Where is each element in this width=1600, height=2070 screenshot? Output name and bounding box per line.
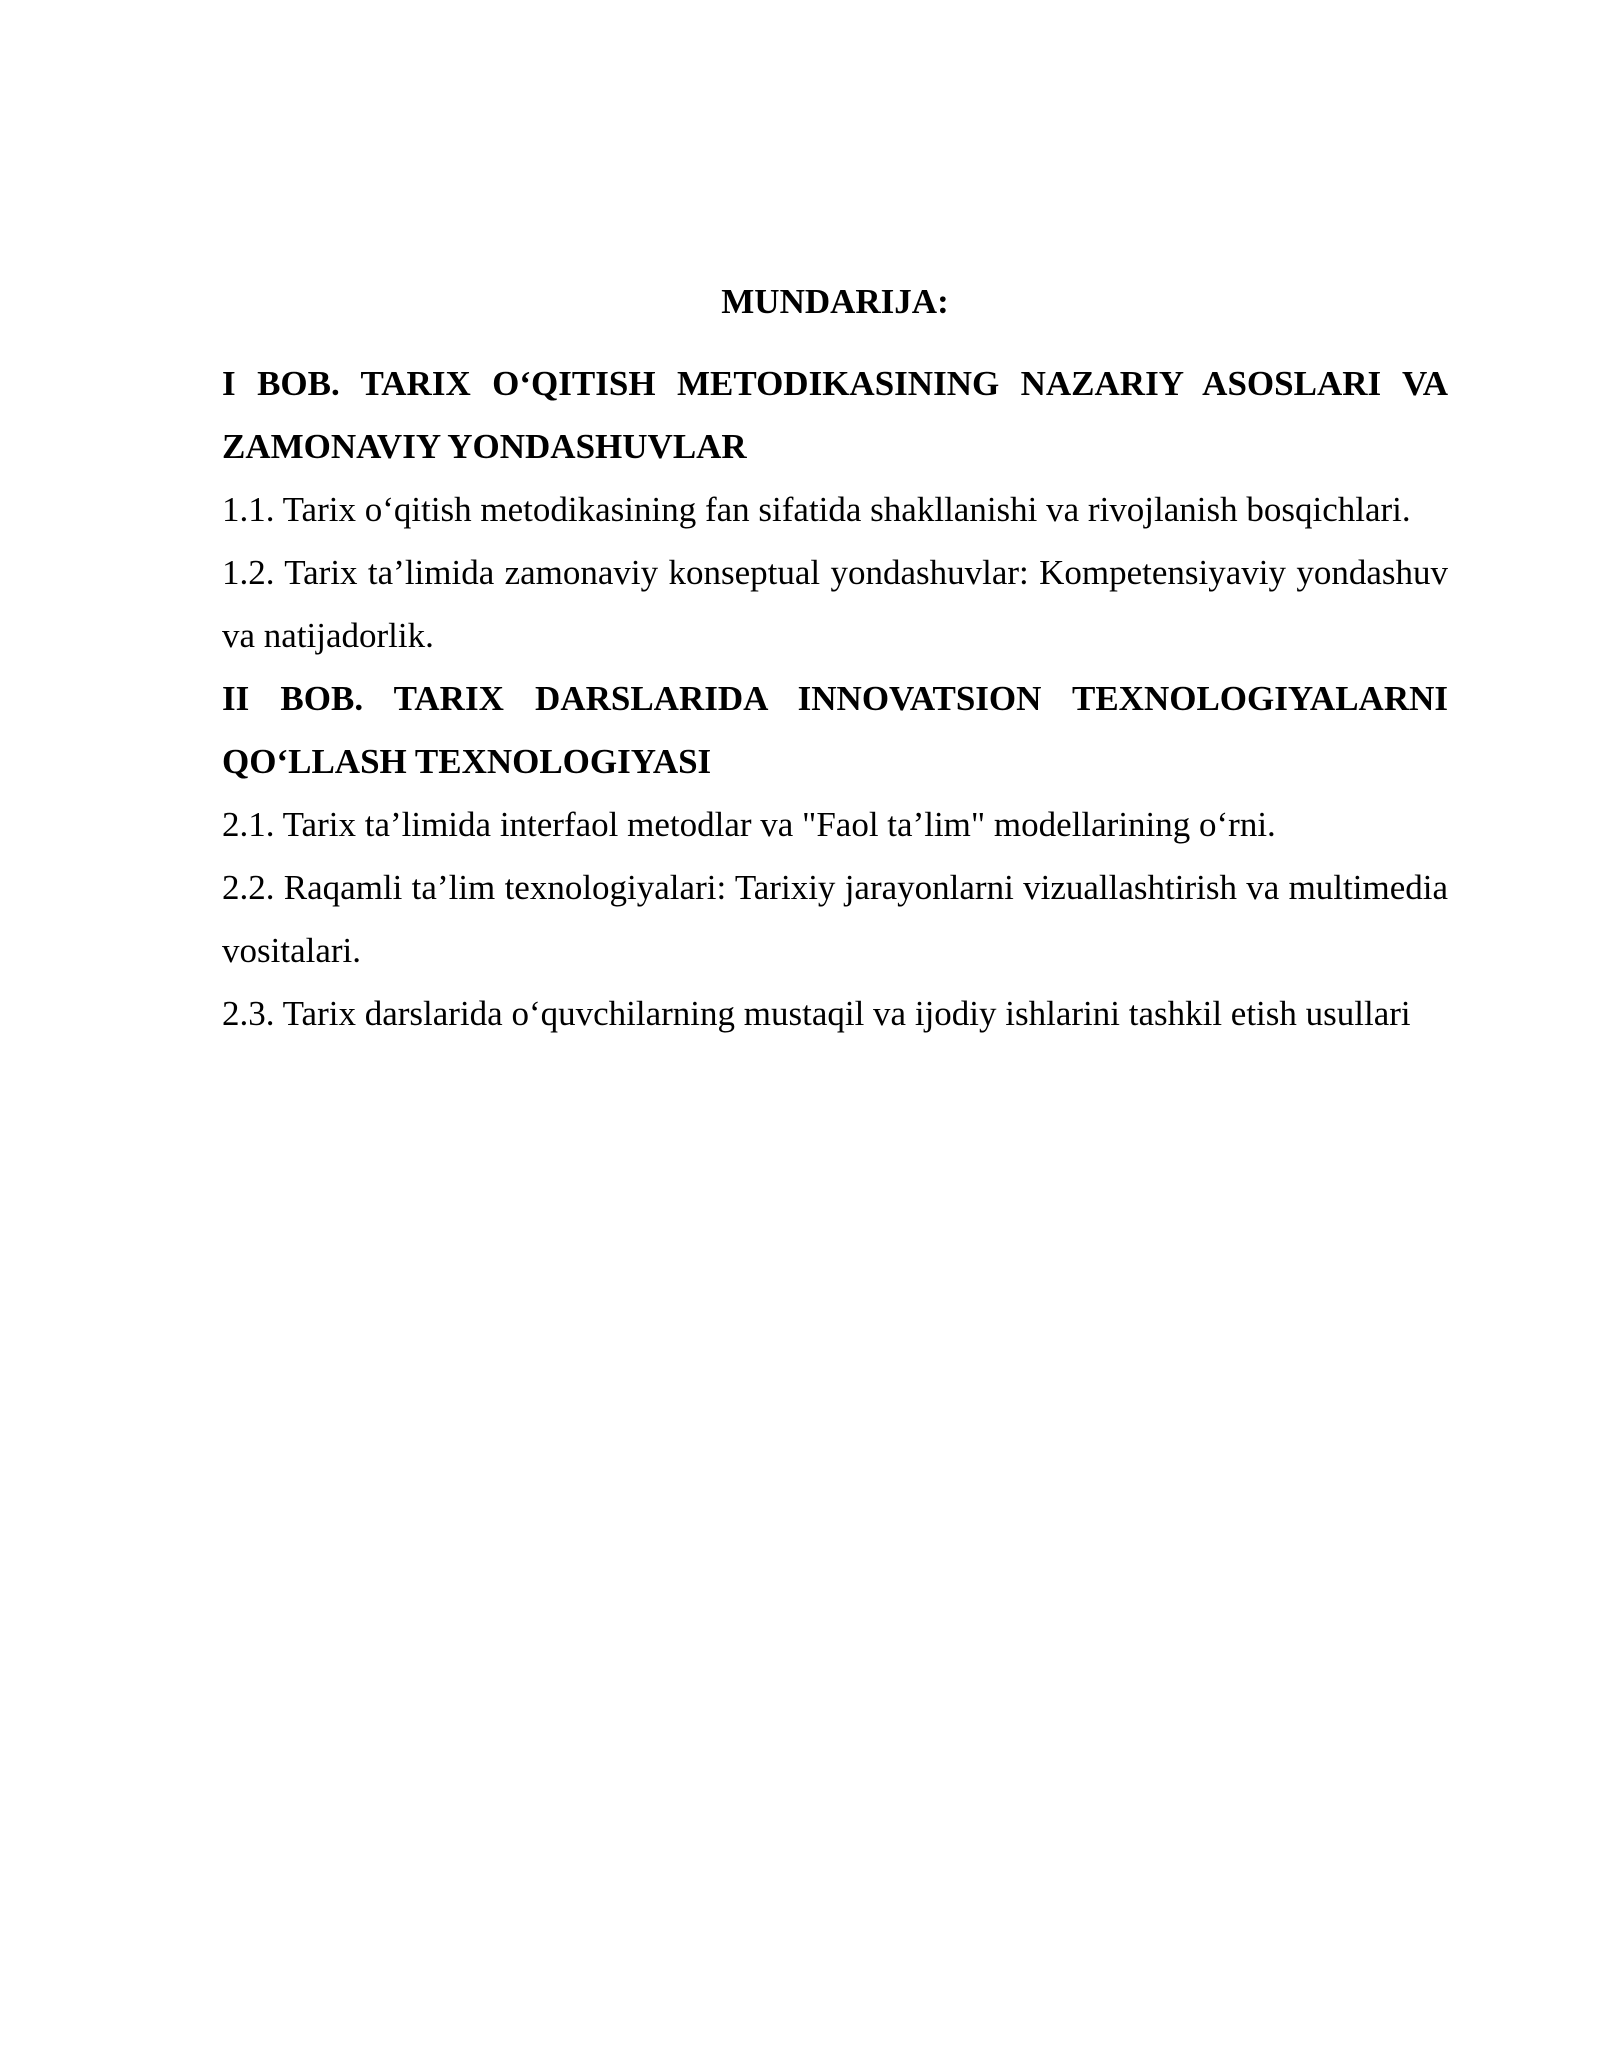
toc-section-1-2: 1.2. Tarix ta’limida zamonaviy konseptual yondashuvlar: Kompetensiyaviy yondashuv va natijadorlik. <box>222 553 1448 655</box>
toc-title: MUNDARIJA: <box>721 282 949 321</box>
table-of-contents <box>222 270 1448 1045</box>
toc-chapter-2: II BOB. TARIX DARSLARIDA INNOVATSION TEXNOLOGIYALARNI QO‘LLASH TEXNOLOGIYASI <box>222 679 1448 781</box>
toc-section-2-2: 2.2. Raqamli ta’lim texnologiyalari: Tarixiy jarayonlarni vizuallashtirish va multimedia vositalari. <box>222 868 1448 970</box>
toc-chapter-1: I BOB. TARIX O‘QITISH METODIKASINING NAZARIY ASOSLARI VA ZAMONAVIY YONDASHUVLAR <box>222 364 1448 466</box>
toc-section-2-1: 2.1. Tarix ta’limida interfaol metodlar va "Faol ta’lim" modellarining o‘rni. <box>222 805 1276 844</box>
toc-section-1-1: 1.1. Tarix o‘qitish metodikasining fan sifatida shakllanishi va rivojlanish bosqichlari. <box>222 490 1411 529</box>
toc-section-2-3: 2.3. Tarix darslarida o‘quvchilarning mustaqil va ijodiy ishlarini tashkil etish usullari <box>222 994 1411 1033</box>
